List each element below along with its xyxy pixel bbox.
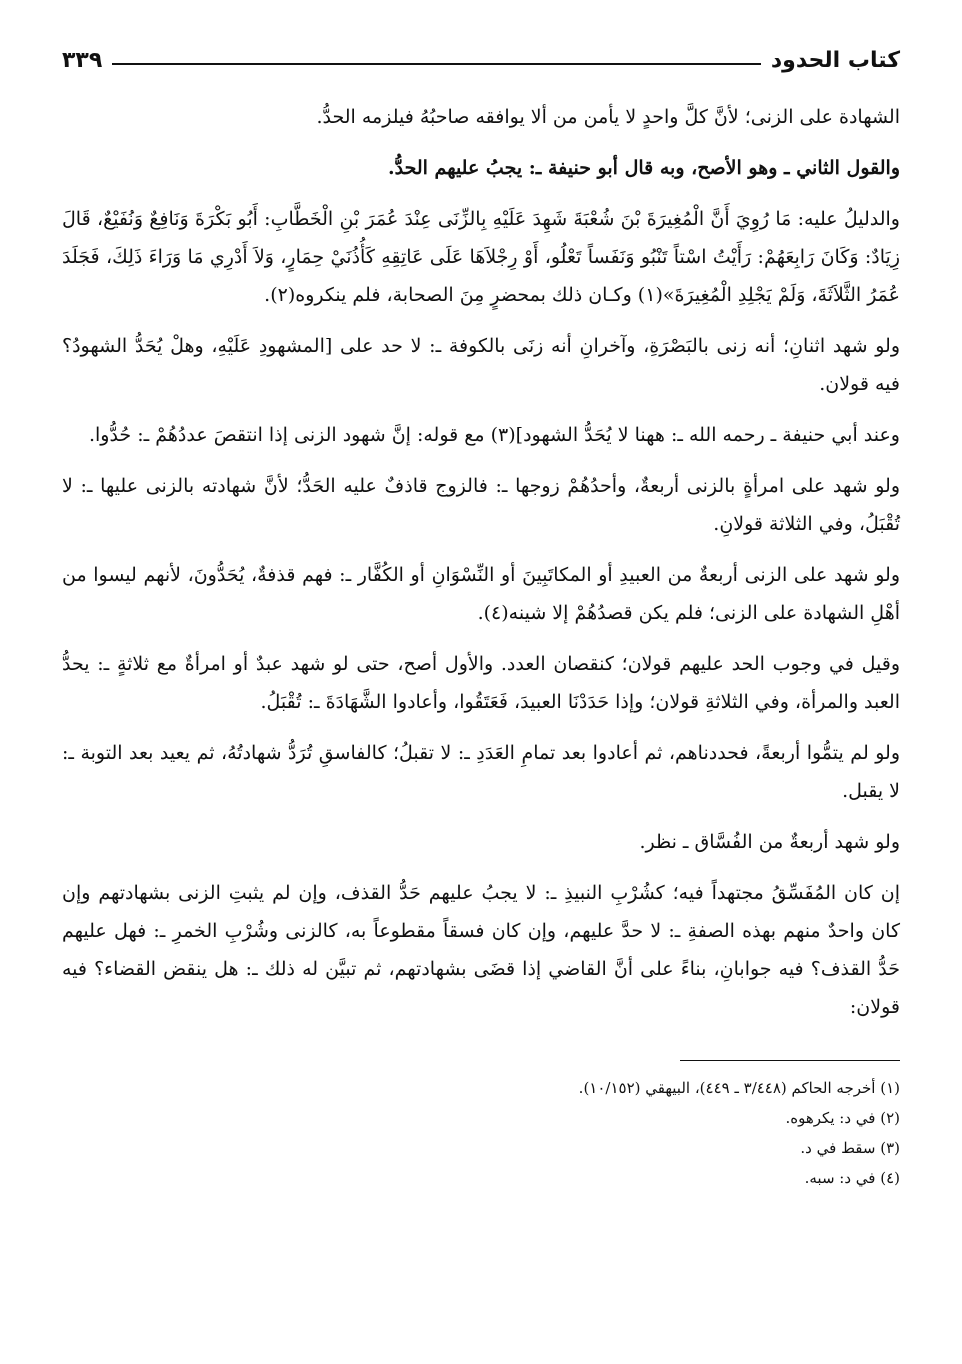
running-head	[62, 40, 900, 80]
paragraph: ولو شهد أربعةٌ من الفُسَّاق ـ نظر.	[639, 831, 900, 853]
paragraph: وعند أبي حنيفة ـ رحمه الله ـ: ههنا لا يُحَدُّ الشهود](٣) مع قوله: إنَّ شهود الزنى إذا انتقصَ عددُهُمْ ـ: حُدُّوا.	[88, 424, 900, 446]
paragraph: ولو شهد اثنانِ؛ أنه زنى بالبَصْرَةِ، وآخرانِ أنه زنَى بالكوفة ـ: لا حد على [المشهودِ عَلَيْهِ، وهلْ يُحَدُّ الشهودُ؟ فيه قولان.	[62, 335, 900, 395]
footnote: (٢) في د: يكرهوه.	[785, 1109, 900, 1127]
book-page	[62, 40, 900, 1193]
chapter-title: كتاب الحدود	[770, 47, 900, 73]
paragraph: الشهادة على الزنى؛ لأنَّ كلَّ واحدٍ لا يأمن من ألا يوافقه صاحبُهُ فيلزمه الحدُّ.	[316, 106, 900, 128]
footnotes	[62, 1073, 900, 1193]
paragraph: وقيل في وجوب الحد عليهم قولان؛ كنقصان العدد. والأول أصح، حتى لو شهد عبدٌ أو امرأةٌ مع ثلاثةٍ ـ: يحدُّ العبد والمرأة، وفي الثلاثةِ قولان؛ وإذا حَدَدْنَا العبيدَ، فَعَتَقُوا، وأعادوا الشَّهَادَةَ ـ: تُقْبَلُ.	[62, 653, 900, 713]
paragraph: والدليلُ عليه: مَا رُوِيَ أَنَّ الْمُغِيرَةَ بْنَ شُعْبَةَ شَهِدَ عَلَيْهِ بِالزِّنَى عِنْدَ عُمَرَ بْنِ الْخَطَّابِ: أَبُو بَكْرَةَ وَنَافِعٌ وَنُفَيْعٌ، قَالَ زِيَادٌ: وَكَانَ رَابِعَهُمْ: رَأَيْتُ اسْتاً تَنْبُو وَنَفَساً تَعْلُو، أَوْ رِجْلاَهَا عَلَى عَاتِقِهِ كَأُذُنَيْ حِمَارٍ، وَلاَ أَدْرِي مَا وَرَاءَ ذَلِكَ، فَجَلَدَ عُمَرُ الثَّلاَثَةَ، وَلَمْ يَجْلِدِ الْمُغِيرَةَ»(١) وكـان ذلك بمحضرٍ مِنَ الصحابة، فلم ينكروه(٢).	[62, 208, 900, 306]
header-rule	[112, 63, 761, 65]
footnote-separator	[680, 1060, 900, 1061]
footnote: (٣) سقط في د.	[800, 1139, 900, 1157]
footnote: (٤) في د: سبه.	[804, 1169, 900, 1187]
paragraph: ولو شهد على الزنى أربعةٌ من العبيدِ أو المكاتَبِينَ أو النِّسْوَانِ أو الكُفَّار ـ: فهم قذفةٌ، يُحَدُّونَ، لأنهم ليسوا من أهْلِ الشهادة على الزنى؛ فلم يكن قصدُهُمْ إلا شينه(٤).	[62, 564, 900, 624]
paragraph: ولو شهد على امرأةٍ بالزنى أربعةٌ، وأحدُهُمْ زوجها ـ: فالزوج قاذفٌ عليه الحَدُّ؛ لأنَّ شهادته بالزنى عليها ـ: لا تُقْبَلُ، وفي الثلاثة قولانِ.	[62, 475, 900, 535]
body-text	[62, 98, 900, 1026]
page-number: ٣٣٩	[62, 47, 103, 73]
paragraph	[62, 149, 900, 187]
paragraph: إن كان المُفَسِّقُ مجتهداً فيه؛ كشُرْبِ النبيذِ ـ: لا يجبُ عليهم حَدُّ القذف، وإن لم يثبتِ الزنى بشهادتهم وإن كان واحدٌ منهم بهذه الصفةِ ـ: لا حدَّ عليهم، وإن كان فسقاً مقطوعاً به، كالزنى وشُرْبِ الخمرِ ـ: فهل عليهم حَدُّ القذف؟ فيه جوابانِ، بناءً على أنَّ القاضي إذا قضَى بشهادتهم، ثم تبيَّن له ذلك ـ: هل ينقض القضاء؟ فيه قولان:	[62, 882, 900, 1018]
paragraph: ولو لم يتمُّوا أربعةً، فحددناهم، ثم أعادوا بعد تمامِ العَدَدِ ـ: لا تقبلُ؛ كالفاسقِ تُرَدُّ شهادتُهُ، ثم يعيد بعد التوبة ـ: لا يقبل.	[62, 742, 900, 802]
paragraph-lead: والقول الثاني ـ وهو الأصح، وبه قال أبو حنيفة ـ: يجبُ عليهم الحدُّ.	[388, 157, 900, 179]
footnote: (١) أخرجه الحاكم (٣/٤٤٨ ـ ٤٤٩)، البيهقي (١٠/١٥٢).	[578, 1079, 900, 1097]
